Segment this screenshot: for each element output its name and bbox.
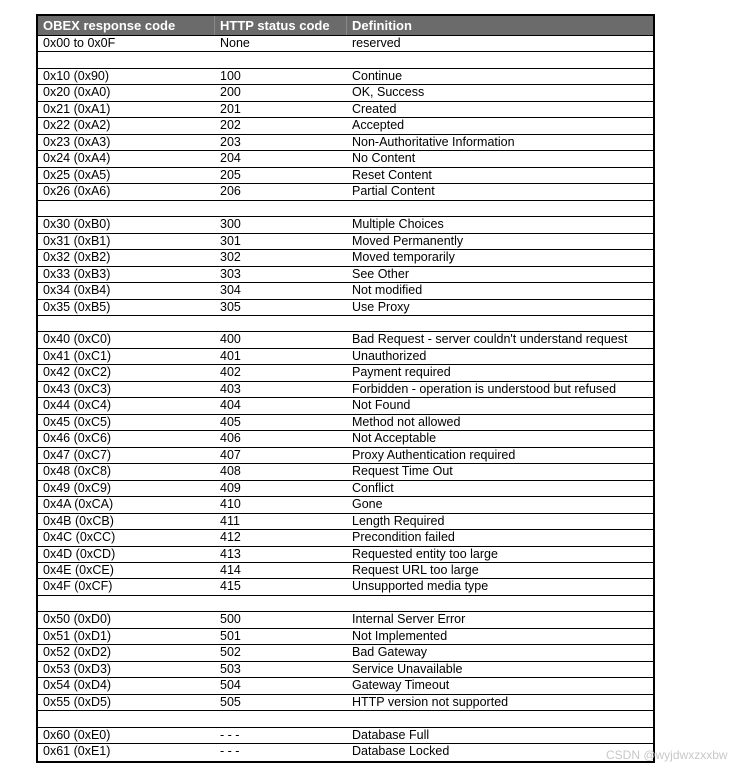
definition-cell — [347, 711, 653, 726]
definition-cell: Service Unavailable — [352, 661, 463, 676]
obex-code-cell — [38, 711, 215, 726]
definition-cell: Database Locked — [352, 744, 450, 759]
definition-cell: HTTP version not supported — [352, 694, 509, 709]
definition-cell: Bad Request - server couldn't understand request — [352, 332, 628, 347]
definition-cell: Non-Authoritative Information — [352, 134, 515, 149]
obex-code-cell: 0x4B (0xCB) — [43, 513, 114, 528]
obex-code-cell: 0x49 (0xC9) — [43, 480, 112, 495]
obex-code-cell: 0x4A (0xCA) — [43, 497, 114, 512]
http-code-cell: 100 — [220, 68, 241, 83]
table-row — [38, 365, 653, 381]
definition-cell: Unsupported media type — [352, 579, 489, 594]
table-row — [38, 481, 653, 497]
definition-cell: Unauthorized — [352, 348, 427, 363]
obex-code-cell: 0x43 (0xC3) — [43, 381, 112, 396]
http-code-cell: 408 — [220, 464, 241, 479]
table-row — [38, 530, 653, 546]
http-code-cell: 300 — [220, 217, 241, 232]
table-row — [38, 695, 653, 711]
http-code-cell: 302 — [220, 250, 241, 265]
obex-code-cell: 0x53 (0xD3) — [43, 661, 112, 676]
table-row — [38, 678, 653, 694]
definition-cell: Gone — [352, 497, 383, 512]
http-code-cell: - - - — [220, 744, 240, 759]
watermark: CSDN @wyjdwxzxxbw — [606, 748, 728, 762]
obex-code-cell: 0x52 (0xD2) — [43, 645, 112, 660]
http-code-cell: 502 — [220, 645, 241, 660]
obex-code-cell — [38, 596, 215, 611]
definition-cell: Moved Permanently — [352, 233, 464, 248]
table-row — [38, 382, 653, 398]
obex-code-cell: 0x26 (0xA6) — [43, 184, 111, 199]
http-code-cell — [215, 596, 347, 611]
http-code-cell: 501 — [220, 628, 241, 643]
obex-code-cell: 0x40 (0xC0) — [43, 332, 112, 347]
http-code-cell: 500 — [220, 612, 241, 627]
obex-code-cell: 0x45 (0xC5) — [43, 414, 112, 429]
table-header — [38, 16, 653, 36]
http-code-cell — [215, 52, 347, 67]
table-row — [38, 151, 653, 167]
obex-code-cell: 0x4E (0xCE) — [43, 563, 114, 577]
http-code-cell: 411 — [220, 513, 240, 528]
http-code-cell: 200 — [220, 85, 241, 100]
definition-cell: Accepted — [352, 118, 405, 133]
table-body — [38, 36, 653, 761]
obex-code-cell — [38, 201, 215, 216]
table-row — [38, 579, 653, 595]
table-row — [38, 514, 653, 530]
http-code-cell: 409 — [220, 480, 241, 495]
definition-cell: Moved temporarily — [352, 250, 455, 265]
http-code-cell: 406 — [220, 431, 241, 446]
definition-cell: Gateway Timeout — [352, 678, 450, 693]
http-code-cell: 402 — [220, 365, 241, 380]
obex-code-cell: 0x44 (0xC4) — [43, 398, 112, 413]
http-code-cell: 206 — [220, 184, 241, 199]
obex-code-cell: 0x4C (0xCC) — [43, 530, 116, 545]
table-row — [38, 547, 653, 563]
table-row — [38, 69, 653, 85]
obex-code-cell: 0x30 (0xB0) — [43, 217, 111, 232]
table-row — [38, 349, 653, 365]
obex-code-cell: 0x34 (0xB4) — [43, 283, 111, 298]
http-code-cell: - - - — [220, 727, 240, 742]
obex-code-cell: 0x00 to 0x0F — [43, 36, 116, 50]
table-row — [38, 85, 653, 101]
definition-cell — [347, 316, 653, 331]
http-code-cell: 410 — [220, 497, 241, 512]
table-row — [38, 398, 653, 414]
table-row — [38, 448, 653, 464]
http-code-cell: 202 — [220, 118, 241, 133]
definition-cell: See Other — [352, 266, 409, 281]
obex-code-cell: 0x61 (0xE1) — [43, 744, 111, 759]
definition-cell: Method not allowed — [352, 414, 461, 429]
definition-cell: Length Required — [352, 513, 445, 528]
http-code-cell: 201 — [220, 101, 241, 116]
definition-cell: Continue — [352, 68, 403, 83]
table-row — [38, 316, 653, 332]
table-row — [38, 464, 653, 480]
obex-code-cell: 0x60 (0xE0) — [43, 727, 111, 742]
definition-cell: Created — [352, 101, 397, 116]
http-code-cell: 412 — [220, 530, 241, 545]
obex-code-cell: 0x48 (0xC8) — [43, 464, 112, 479]
definition-cell: Not Implemented — [352, 628, 448, 643]
http-code-cell: 413 — [220, 546, 241, 561]
obex-code-cell: 0x31 (0xB1) — [43, 233, 111, 248]
definition-cell: Request URL too large — [352, 563, 479, 577]
table-row — [38, 415, 653, 431]
obex-code-cell: 0x32 (0xB2) — [43, 250, 111, 265]
http-code-cell: 503 — [220, 661, 241, 676]
obex-code-cell: 0x46 (0xC6) — [43, 431, 112, 446]
http-code-cell: 407 — [220, 447, 241, 462]
http-code-cell — [215, 711, 347, 726]
obex-code-cell: 0x24 (0xA4) — [43, 151, 111, 166]
table-row — [38, 168, 653, 184]
obex-code-cell: 0x10 (0x90) — [43, 68, 110, 83]
table-row — [38, 102, 653, 118]
table-row — [38, 497, 653, 513]
definition-cell: Conflict — [352, 480, 394, 495]
obex-code-cell: 0x47 (0xC7) — [43, 447, 112, 462]
obex-code-cell — [38, 316, 215, 331]
http-code-cell: 415 — [220, 579, 241, 594]
http-code-cell: 414 — [220, 563, 241, 577]
definition-cell — [347, 201, 653, 216]
header-obex-code: OBEX response code — [38, 16, 215, 35]
table-row — [38, 118, 653, 134]
http-code-cell: 305 — [220, 299, 241, 314]
http-code-cell: 304 — [220, 283, 241, 298]
definition-cell: Proxy Authentication required — [352, 447, 516, 462]
http-code-cell: 405 — [220, 414, 241, 429]
definition-cell: Request Time Out — [352, 464, 453, 479]
table-row — [38, 596, 653, 612]
http-code-cell: 403 — [220, 381, 241, 396]
table-row — [38, 563, 653, 579]
definition-cell: No Content — [352, 151, 416, 166]
table-row — [38, 612, 653, 628]
definition-cell: Bad Gateway — [352, 645, 428, 660]
definition-cell: Not modified — [352, 283, 423, 298]
obex-code-cell: 0x23 (0xA3) — [43, 134, 111, 149]
http-code-cell: 301 — [220, 233, 241, 248]
header-definition: Definition — [352, 18, 412, 33]
obex-code-cell: 0x4D (0xCD) — [43, 546, 116, 561]
table-row — [38, 250, 653, 266]
table-row — [38, 300, 653, 316]
http-code-cell: 205 — [220, 167, 241, 182]
definition-cell: OK, Success — [352, 85, 425, 100]
http-code-cell — [215, 316, 347, 331]
definition-cell: Use Proxy — [352, 299, 410, 314]
table-row — [38, 36, 653, 52]
definition-cell: Partial Content — [352, 184, 435, 199]
http-code-cell: 303 — [220, 266, 241, 281]
http-code-cell: 401 — [220, 348, 241, 363]
table-row — [38, 217, 653, 233]
http-code-cell: 400 — [220, 332, 241, 347]
obex-code-cell: 0x22 (0xA2) — [43, 118, 111, 133]
definition-cell: Requested entity too large — [352, 546, 498, 561]
table-row — [38, 645, 653, 661]
table-row — [38, 332, 653, 348]
table-row — [38, 629, 653, 645]
definition-cell: Multiple Choices — [352, 217, 444, 232]
http-code-cell: 404 — [220, 398, 241, 413]
http-code-cell — [215, 201, 347, 216]
definition-cell: reserved — [352, 36, 401, 50]
http-code-cell: 504 — [220, 678, 241, 693]
table-row — [38, 728, 653, 744]
http-code-cell: 204 — [220, 151, 241, 166]
definition-cell: Precondition failed — [352, 530, 455, 545]
table-row — [38, 201, 653, 217]
obex-code-cell: 0x4F (0xCF) — [43, 579, 113, 594]
table-row — [38, 744, 653, 760]
definition-cell — [347, 596, 653, 611]
obex-code-cell: 0x35 (0xB5) — [43, 299, 111, 314]
http-code-cell: None — [220, 36, 250, 50]
definition-cell — [347, 52, 653, 67]
definition-cell: Reset Content — [352, 167, 432, 182]
table-row — [38, 135, 653, 151]
definition-cell: Internal Server Error — [352, 612, 466, 627]
table-row — [38, 267, 653, 283]
table-row — [38, 184, 653, 200]
definition-cell: Not Found — [352, 398, 411, 413]
http-code-cell: 505 — [220, 694, 241, 709]
obex-code-cell: 0x42 (0xC2) — [43, 365, 112, 380]
definition-cell: Not Acceptable — [352, 431, 437, 446]
obex-code-cell: 0x25 (0xA5) — [43, 167, 111, 182]
table-row — [38, 431, 653, 447]
obex-code-cell: 0x51 (0xD1) — [43, 628, 112, 643]
obex-code-cell: 0x41 (0xC1) — [43, 348, 112, 363]
header-http-code: HTTP status code — [215, 16, 347, 35]
obex-status-table — [36, 14, 655, 763]
definition-cell: Database Full — [352, 727, 430, 742]
obex-code-cell: 0x33 (0xB3) — [43, 266, 111, 281]
obex-code-cell: 0x50 (0xD0) — [43, 612, 112, 627]
table-row — [38, 234, 653, 250]
obex-code-cell: 0x20 (0xA0) — [43, 85, 111, 100]
obex-code-cell: 0x55 (0xD5) — [43, 694, 112, 709]
definition-cell: Payment required — [352, 365, 451, 380]
obex-code-cell: 0x54 (0xD4) — [43, 678, 112, 693]
table-row — [38, 52, 653, 68]
table-row — [38, 662, 653, 678]
http-code-cell: 203 — [220, 134, 241, 149]
obex-code-cell — [38, 52, 215, 67]
definition-cell: Forbidden - operation is understood but refused — [352, 381, 617, 396]
table-row — [38, 283, 653, 299]
table-row — [38, 711, 653, 727]
obex-code-cell: 0x21 (0xA1) — [43, 101, 111, 116]
